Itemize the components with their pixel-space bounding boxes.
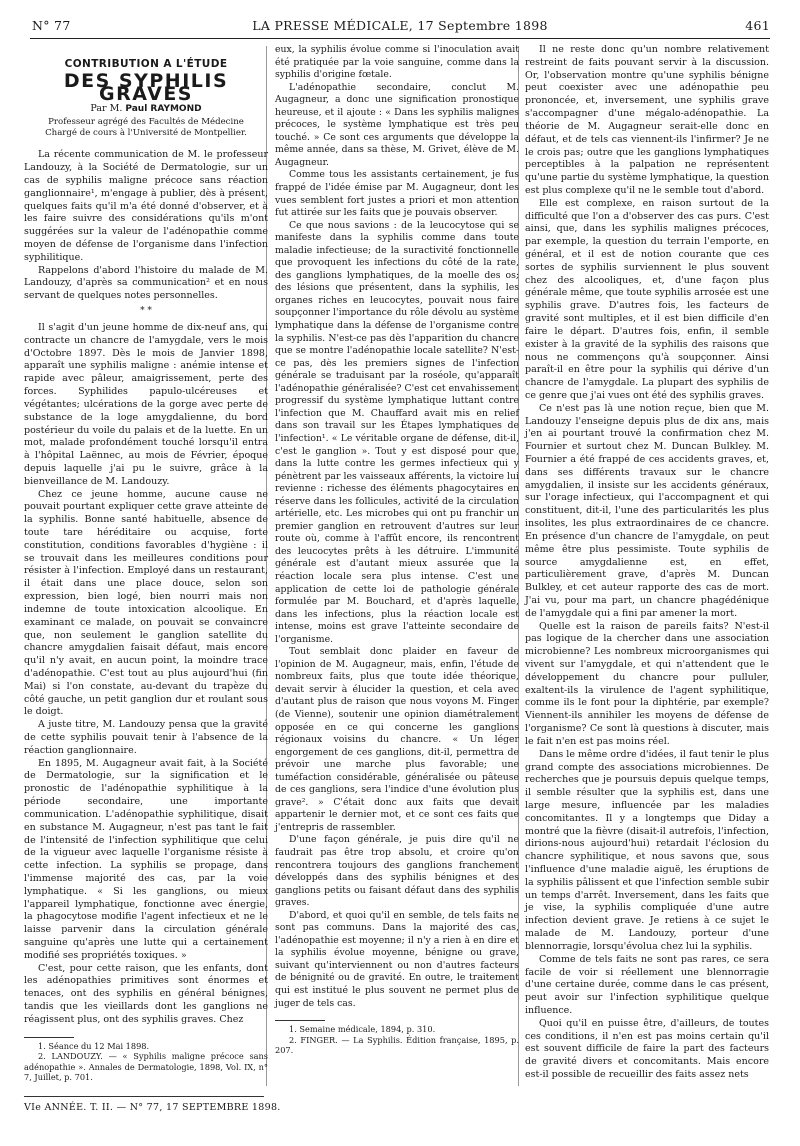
article-title: DES SYPHILIS GRAVES	[63, 69, 229, 105]
paragraph: Comme tous les assistants certainement, je fus frappé de l'idée émise par M. Augagneur, dont les vues semblent fort justes a priori et mon attention fut attirée sur les faits que je pouvais observer.	[275, 169, 519, 219]
paragraph: D'une façon générale, je puis dire qu'il ne faudrait pas être trop absolu, et croire qu'on rencontrera toujours des ganglions franchement développés dans des syphilis bénignes et des ganglions petits ou faisant défaut dans des syphilis graves.	[275, 834, 519, 909]
paragraph: Elle est complexe, en raison surtout de la difficulté que l'on a d'observer des cas purs. C'est ainsi, que, dans les syphilis malignes précoces, par exemple, la question du terrain l'emporte, en général, et il est de notion courante que ces sortes de syphilis surviennent le plus souvent chez des alcooliques, et, d'une façon plus générale même, que toute syphilis arrosée est une syphilis grave. D'autres fois, les facteurs de gravité sont multiples, et il est bien difficile d'en faire le départ. D'autres fois, enfin, il semble exister à la gravité de la syphilis des raisons que nous ne commençons qu'à soupçonner. Ainsi paraît-il en être pour la syphilis qui dérive d'un chancre de l'amygdale. La plupart des syphilis de ce genre que j'ai vues ont été des syphilis graves.	[525, 197, 769, 401]
article-author	[24, 103, 268, 116]
paragraph: C'est, pour cette raison, que les enfants, dont les adénopathies primitives sont énormes et tenaces, ont des syphilis en général bénignes, tandis que les vieillards dont les ganglions ne réagissent plus, ont des syphilis graves. Chez	[24, 962, 268, 1025]
paragraph: L'adénopathie secondaire, conclut M. Augagneur, a donc une signification pronostique heureuse, et il ajoute : « Dans les syphilis malignes précoces, le système lymphatique est très peu touché. » Ce sont ces arguments que développe la même année, dans sa thèse, M. Grivet, élève de M. Augagneur.	[275, 81, 519, 168]
paragraph: Rappelons d'abord l'histoire du malade de M. Landouzy, d'après sa communication² et en nous servant de quelques notes personnelles.	[24, 264, 268, 302]
section-ornament: * *	[140, 306, 152, 316]
paragraph: D'abord, et quoi qu'il en semble, de tels faits ne sont pas communs. Dans la majorité des cas, l'adénopathie est moyenne; il n'y a rien à en dire et la syphilis évolue moyenne, bénigne ou grave, suivant qu'interviennent ou non d'autres facteurs de bénignité ou de gravité. En outre, le traitement qui est institué le plus souvent ne permet plus de juger de tels cas.	[275, 909, 519, 1009]
page-header	[30, 18, 770, 36]
footnote: 2. FINGER. — La Syphilis. Édition française, 1895, p. 207.	[275, 1034, 519, 1055]
footnote: 1. Semaine médicale, 1894, p. 310.	[289, 1024, 436, 1035]
paragraph: Tout semblait donc plaider en faveur de l'opinion de M. Augagneur, mais, enfin, l'étude de nombreux faits, plus que toute idée théorique, devait servir à élucider la question, et cela avec d'autant plus de raison que nous voyons M. Finger (de Vienne), soutenir une opinion diamétralement opposée en ce qui concerne les ganglions régionaux voisins du chancre. « Un léger engorgement de ces ganglions, dit-il, permettra de prévoir une marche plus favorable; une tuméfaction considérable, généralisée ou pâteuse de ces ganglions, sera l'indice d'une évolution plus grave². » C'était donc aux faits que devait appartenir le dernier mot, et ce sont ces faits que j'entrepris de rassembler.	[275, 646, 519, 833]
footnote-rule	[24, 1037, 74, 1038]
column-1	[24, 44, 268, 1082]
author-affiliation	[24, 117, 268, 139]
paragraph: Comme de tels faits ne sont pas rares, ce sera facile de voir si réellement une blennorragie d'une certaine durée, comme dans le cas présent, peut avoir sur l'infection syphilitique quelque influence.	[525, 953, 769, 1016]
paragraph: Il s'agit d'un jeune homme de dix-neuf ans, qui contracte un chancre de l'amygdale, vers le mois d'Octobre 1897. Dès le mois de Janvier 1898, apparaît une syphilis maligne : anémie intense et rapide avec pâleur, amaigrissement, perte des forces. Syphilides papulo-ulcéreuses et végétantes; ulcérations de la gorge avec perte de substance de la loge amygdalienne, du bord postérieur du voile du palais et de la luette. En un mot, malade profondément touché lorsqu'il entra à l'hôpital Laënnec, au mois de Février, époque depuis laquelle j'ai pu le suivre, grâce à la bienveillance de M. Landouzy.	[24, 322, 268, 487]
footnote: 1. Séance du 12 Mai 1898.	[38, 1040, 150, 1051]
footnote: 2. LANDOUZY. — « Syphilis maligne précoce sans adénopathie ». Annales de Dermatologie, 1898, Vol. IX, n° 7, Juillet, p. 701.	[24, 1051, 268, 1082]
issue-number: N° 77	[32, 18, 71, 33]
paragraph: La récente communication de M. le professeur Landouzy, à la Société de Dermatologie, sur un cas de syphilis maligne précoce sans réaction ganglionnaire¹, m'engage à publier, dès à présent, quelques faits qu'il m'a été donné d'observer, et à les faire suivre des considérations qu'ils m'ont suggérées sur la valeur de l'adénopathie comme moyen de défense de l'organisme dans l'infection syphilitique.	[24, 149, 268, 263]
affiliation-line: Chargé de cours à l'Université de Montpellier.	[45, 128, 247, 139]
header-rule	[30, 38, 770, 39]
page-number: 461	[745, 18, 770, 33]
page-footer: VIe ANNÉE. T. II. — N° 77, 17 SEPTEMBRE 1898.	[24, 1102, 281, 1113]
paragraph: Quoi qu'il en puisse être, d'ailleurs, de toutes ces conditions, il n'en est pas moins certain qu'il est souvent difficile de faire la part des facteurs de gravité divers et concomitants. Mais encore est-il possible de recueillir des faits assez nets	[525, 1017, 769, 1080]
footnote-rule	[275, 1020, 325, 1021]
footer-rule	[24, 1096, 264, 1097]
paragraph: En 1895, M. Augagneur avait fait, à la Société de Dermatologie, sur la signification et le pronostic de l'adénopathie syphilitique à la période secondaire, une importante communication. L'adénopathie syphilitique, disait en substance M. Augagneur, n'est pas tant le fait de l'intensité de l'infection syphilitique que celui de la vigueur avec laquelle l'organisme résiste à cette infection. La syphilis se propage, dans l'immense majorité des cas, par la voie lymphatique. « Si les ganglions, ou mieux l'appareil lymphatique, fonctionne avec énergie, la phagocytose modifie l'agent infectieux et ne le laisse parvenir dans la circulation générale sanguine qu'après une lutte qui a certainement modifié ses propriétés toxiques. »	[24, 757, 268, 961]
journal-title-date: LA PRESSE MÉDICALE, 17 Septembre 1898	[252, 18, 548, 33]
column-2	[275, 44, 519, 1055]
paragraph: Ce que nous savions : de la leucocytose qui se manifeste dans la syphilis comme dans toute maladie infectieuse; de la suractivité fonctionnelle que provoquent les infections du côté de la rate, des ganglions lymphatiques, de la moelle des os; des lésions que présentent, dans la syphilis, les organes riches en leucocytes, pouvait nous faire soupçonner l'importance du rôle dévolu au système lymphatique dans la défense de l'organisme contre la syphilis. N'est-ce pas dès l'apparition du chancre que se montre l'adénopathie locale satellite? N'est-ce pas, dès les premiers signes de l'infection générale se traduisant par la roséole, qu'apparaît l'adénopathie généralisée? C'est cet envahissement progressif du système lymphatique luttant contre l'infection que M. Chauffard avait mis en relief dans son travail sur les Étapes lymphatiques de l'infection¹. « Le véritable organe de défense, dit-il, c'est le ganglion ». Tout y est disposé pour que, dans la lutte contre les germes infectieux qui y pénètrent par les vaisseaux afférents, la victoire lui revienne : richesse des éléments phagocytaires en réserve dans les follicules, activité de la circulation artérielle, etc. Les microbes qui ont pu franchir un premier ganglion en retrouvent d'autres sur leur route où, comme à l'affût encore, ils rencontrent des leucocytes prêts à les détruire. L'immunité générale est d'autant mieux assurée que la réaction locale sera plus intense. C'est une application de cette loi de pathologie générale formulée par M. Bouchard, et d'après laquelle, dans les infections, plus la réaction locale est intense, moins est grave l'atteinte secondaire de l'organisme.	[275, 219, 519, 645]
paragraph: Chez ce jeune homme, aucune cause ne pouvait pourtant expliquer cette grave atteinte de la syphilis. Bonne santé habituelle, absence de toute tare héréditaire ou acquise, forte constitution, conditions favorables d'hygiène : il se trouvait dans les meilleures conditions pour résister à l'infection. Employé dans un restaurant, il était dans une place douce, selon son expression, bien logé, bien nourri mais non indemne de toute intoxication alcoolique. En examinant ce malade, on pouvait se convaincre que, non seulement le ganglion satellite du chancre amygdalien faisait défaut, mais encore qu'il n'y avait, en aucun point, la moindre trace d'adénopathie. C'est tout au plus aujourd'hui (fin Mai) si l'on constate, au-devant du trapèze du côté gauche, un petit ganglion dur et roulant sous le doigt.	[24, 488, 268, 718]
author-prefix: Par M.	[90, 103, 123, 115]
paragraph: Dans le même ordre d'idées, il faut tenir le plus grand compte des associations microbiennes. De recherches que je poursuis depuis quelque temps, il semble résulter que la syphilis est, dans une large mesure, influencée par les maladies concomitantes. Il y a longtemps que Diday a montré que la fièvre (disait-il autrefois, l'infection, dirions-nous aujourd'hui) retardait l'éclosion du chancre syphilitique, et nous savons que, sous l'influence d'une maladie aiguë, les éruptions de la syphilis pâlissent et que l'infection semble subir un temps d'arrêt. Inversement, dans les faits que je vise, la syphilis compliquée d'une autre infection devient grave. Je retiens à ce sujet le malade de M. Landouzy, porteur d'une blennorragie, lorsqu'évolua chez lui la syphilis.	[525, 748, 769, 952]
affiliation-line: Professeur agrégé des Facultés de Médecine	[48, 117, 244, 128]
paragraph: Il ne reste donc qu'un nombre relativement restreint de faits pouvant servir à la discussion. Or, l'observation montre qu'une syphilis bénigne peut coexister avec une adénopathie peu prononcée, et, inversement, une syphilis grave s'accompagner d'une mégalo-adénopathie. La théorie de M. Augagneur serait-elle donc en défaut, et de tels cas viennent-ils l'infirmer? Je ne le crois pas; outre que les ganglions lymphatiques perceptibles à la palpation ne représentent qu'une partie du système lymphatique, la question est plus complexe qu'il ne le semble tout d'abord.	[525, 44, 770, 196]
paragraph: Ce n'est pas là une notion reçue, bien que M. Landouzy l'enseigne depuis plus de dix ans, mais j'en ai pourtant trouvé la confirmation chez M. Fournier et surtout chez M. Duncan Bulkley. M. Fournier a été frappé de ces accidents graves, et, dans ses différents travaux sur le chancre amygdalien, il insiste sur les accidents généraux, sur l'orage infectieux, qui l'accompagnent et qui constituent, dit-il, l'une des particularités les plus insolites, les plus extraordinaires de ce chancre. En présence d'un chancre de l'amygdale, on peut même être plus pessimiste. Toute syphilis de source amygdalienne est, en effet, particulièrement grave, d'après M. Duncan Bulkley, et cet auteur rapporte des cas de mort. J'ai vu, pour ma part, un chancre phagédénique de l'amygdale qui a fini par amener la mort.	[525, 402, 769, 619]
article-kicker: CONTRIBUTION A L'ÉTUDE	[64, 58, 228, 70]
paragraph: A juste titre, M. Landouzy pensa que la gravité de cette syphilis pouvait tenir à l'absence de la réaction ganglionnaire.	[24, 719, 268, 756]
author-name: Paul RAYMOND	[125, 104, 202, 115]
paragraph: eux, la syphilis évolue comme si l'inoculation avait été pratiquée par la voie sanguine, comme dans la syphilis d'origine fœtale.	[275, 44, 519, 81]
paragraph: Quelle est la raison de pareils faits? N'est-il pas logique de la chercher dans une association microbienne? Les nombreux microorganismes qui vivent sur l'amygdale, et qui n'attendent que le développement du chancre pour pulluler, exaltent-ils la virulence de l'agent syphilitique, comme ils le font pour la diphtérie, par exemple? Viennent-ils annihiler les moyens de défense de l'organisme? Ce sont là questions à discuter, mais le fait n'en est pas moins réel.	[525, 620, 769, 747]
column-3	[525, 44, 769, 1082]
